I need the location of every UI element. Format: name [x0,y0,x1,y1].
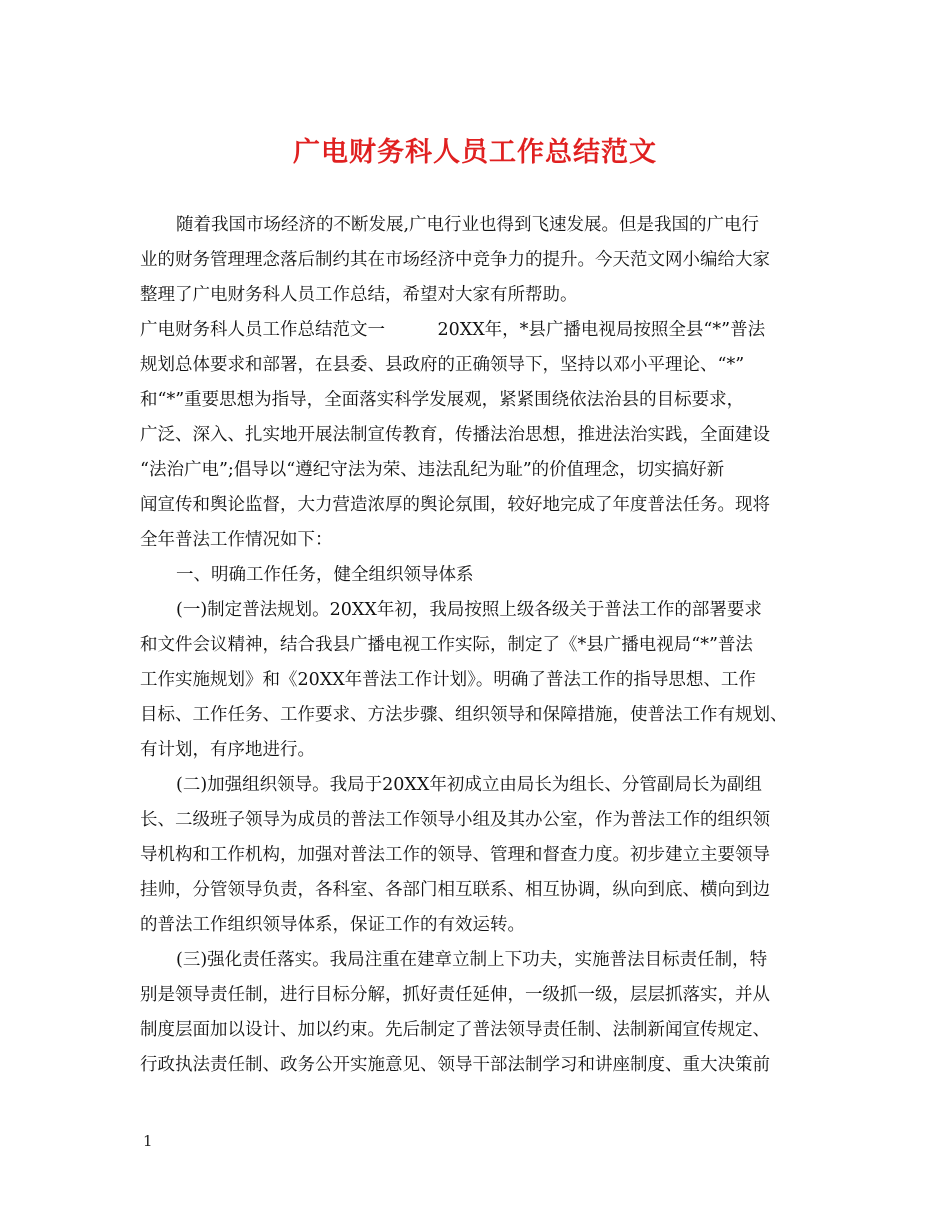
body-line: 全年普法工作情况如下： [140,530,333,550]
body-line: 规划总体要求和部署，在县委、县政府的正确领导下，坚持以邓小平理论、“*” [140,355,745,375]
body-line: 工作实施规划》和《20XX年普法工作计划》。明确了普法工作的指导思想、工作 [140,670,756,690]
body-line: 长、二级班子领导为成员的普法工作领导小组及其办公室，作为普法工作的组织领 [140,810,770,830]
body-line: 挂帅，分管领导负责，各科室、各部门相互联系、相互协调，纵向到底、横向到边 [140,880,770,900]
body-line: (三)强化责任落实。我局注重在建章立制上下功夫，实施普法目标责任制，特 [176,950,768,970]
body-line: 导机构和工作机构，加强对普法工作的领导、管理和督查力度。初步建立主要领导 [140,845,770,865]
body-line: 广泛、深入、扎实地开展法制宣传教育，传播法治思想，推进法治实践，全面建设 [140,425,770,445]
body-line: 和“*”重要思想为指导，全面落实科学发展观，紧紧围绕依法治县的目标要求， [140,390,745,410]
body-line: 整理了广电财务科人员工作总结，希望对大家有所帮助。 [140,285,578,305]
body-line: 和文件会议精神，结合我县广播电视工作实际，制定了《*县广播电视局“*”普法 [140,635,753,655]
body-line: (二)加强组织领导。我局于20XX年初成立由局长为组长、分管副局长为副组 [176,775,762,795]
body-line: 闻宣传和舆论监督，大力营造浓厚的舆论氛围，较好地完成了年度普法任务。现将 [140,495,770,515]
page-number: 1 [143,1132,153,1150]
body-line: 别是领导责任制，进行目标分解，抓好责任延伸，一级抓一级，层层抓落实，并从 [140,985,770,1005]
body-line: 业的财务管理理念落后制约其在市场经济中竞争力的提升。今天范文网小编给大家 [140,250,770,270]
body-line: 广电财务科人员工作总结范文一 20XX年，*县广播电视局按照全县“*”普法 [140,320,766,340]
body-line: (一)制定普法规划。20XX年初，我局按照上级各级关于普法工作的部署要求 [176,600,762,620]
document-body [140,208,820,1083]
body-line: 行政执法责任制、政务公开实施意见、领导干部法制学习和讲座制度、重大决策前 [140,1055,770,1075]
body-line: 目标、工作任务、工作要求、方法步骤、组织领导和保障措施，使普法工作有规划、 [140,705,788,725]
body-line: “法治广电”;倡导以“遵纪守法为荣、违法乱纪为耻”的价值理念，切实搞好新 [140,460,725,480]
document-title: 广电财务科人员工作总结范文 [293,137,657,168]
body-line: 有计划，有序地进行。 [140,740,315,760]
body-line: 制度层面加以设计、加以约束。先后制定了普法领导责任制、法制新闻宣传规定、 [140,1020,770,1040]
body-line: 的普法工作组织领导体系，保证工作的有效运转。 [140,915,525,935]
body-line: 随着我国市场经济的不断发展,广电行业也得到飞速发展。但是我国的广电行 [176,215,760,235]
body-line: 一、明确工作任务，健全组织领导体系 [176,565,474,585]
